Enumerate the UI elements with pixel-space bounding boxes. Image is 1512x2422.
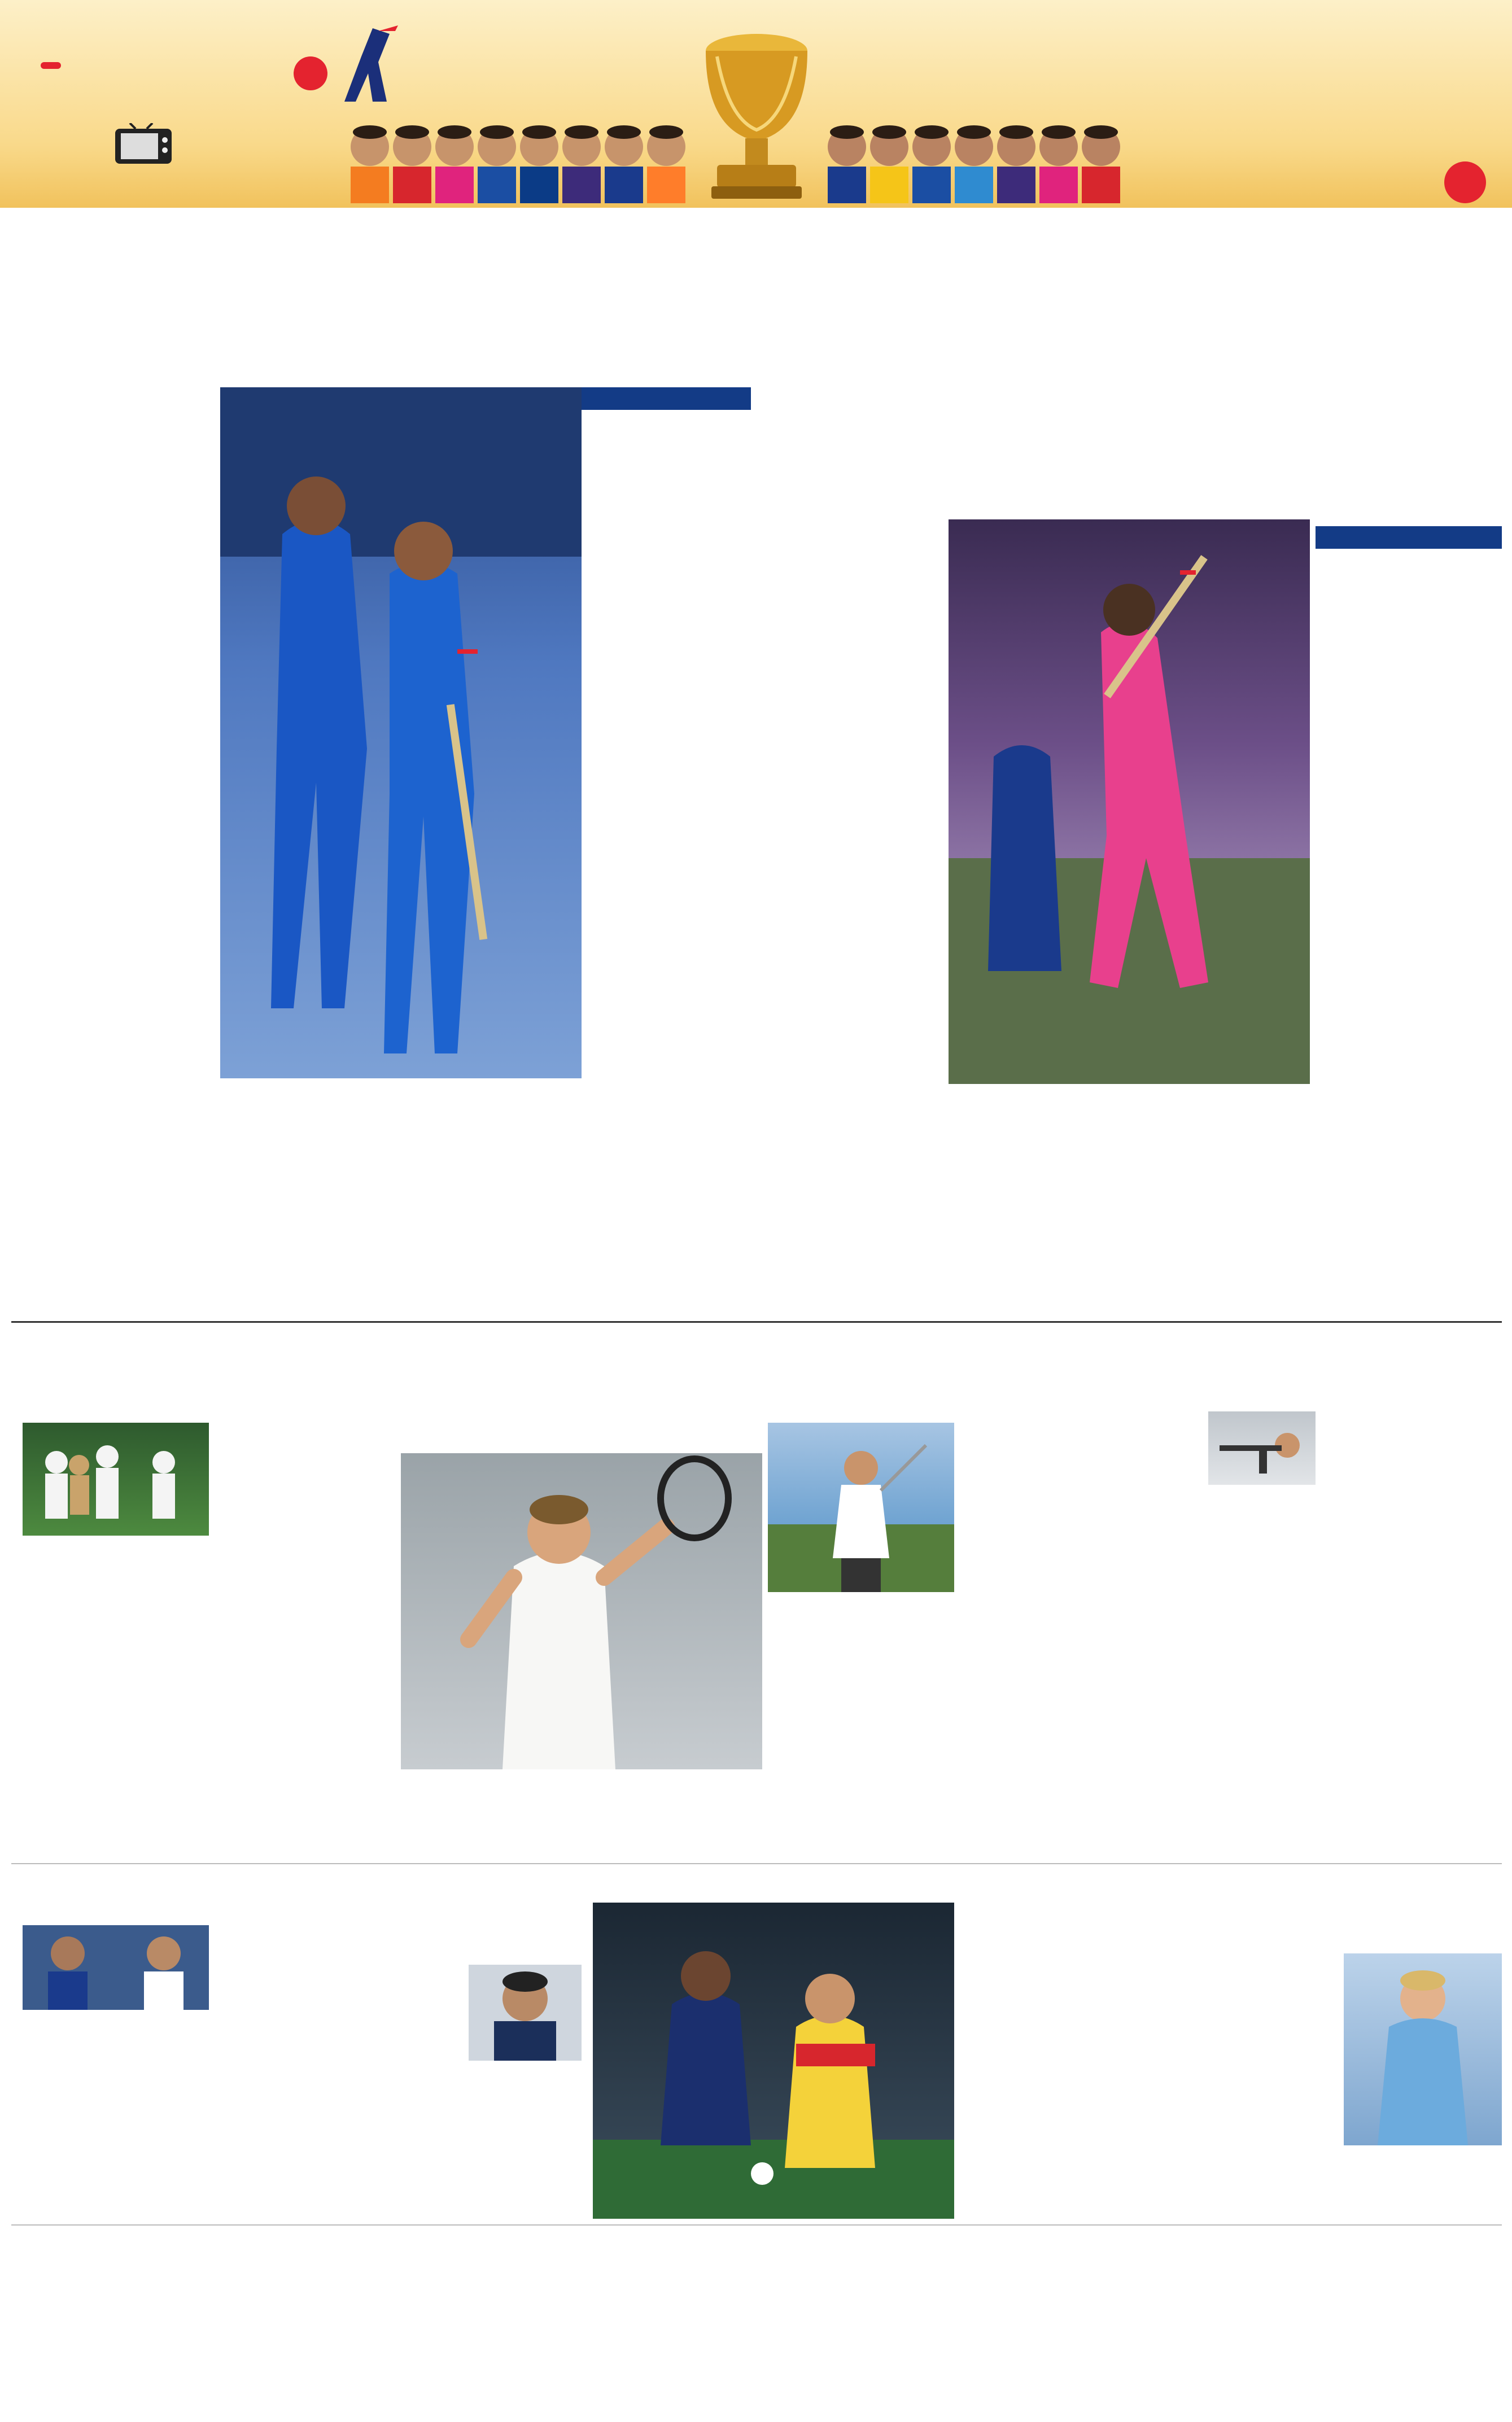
ipl-logo	[339, 23, 542, 113]
rr-photo	[949, 519, 1310, 1084]
masthead	[0, 0, 1512, 208]
divider	[11, 2224, 1502, 2226]
rr-col1	[762, 574, 943, 1313]
scoreboard-gt-rr	[1316, 526, 1502, 1317]
real-madrid-photo	[23, 1423, 209, 1536]
divider	[11, 1863, 1502, 1864]
golf-photo	[768, 1423, 954, 1592]
ipl-batsman-icon	[339, 23, 401, 107]
haaland-body	[1163, 1953, 1338, 2416]
tennis-col2	[401, 1773, 582, 1857]
tennis-col3	[587, 1773, 768, 1857]
lead-col3	[407, 1084, 576, 1310]
ranji-col1	[215, 2016, 395, 2422]
lead-player-name	[457, 649, 478, 654]
tennis-photo	[401, 1453, 762, 1769]
kaif-body	[23, 2016, 209, 2298]
mbappe-photo	[593, 1903, 954, 2219]
ipl-trophy-icon	[694, 17, 819, 203]
rr-col2	[949, 1090, 1124, 1315]
ipl-tag	[41, 62, 61, 69]
lead-col1	[23, 435, 215, 1417]
rr-col3	[1129, 1090, 1310, 1315]
lead-photo	[220, 387, 582, 1078]
kaif-photo	[23, 1925, 209, 2010]
lead-col2	[220, 1084, 401, 1310]
haaland-photo	[1344, 1953, 1502, 2145]
babar-body	[1321, 1428, 1502, 1857]
scoreboard-title	[1316, 526, 1502, 549]
shooting-photo	[1208, 1411, 1316, 1485]
sports-brief-tag	[23, 1331, 203, 1357]
scoreboard-title	[582, 387, 751, 410]
rr-player-name	[1180, 570, 1196, 575]
lead-col4	[582, 1107, 751, 1315]
tennis-col1	[215, 1502, 395, 1852]
ranji-col2	[401, 2066, 587, 2422]
shooting-col1	[960, 1490, 1135, 1857]
player-faces-left	[347, 113, 692, 203]
shooting-col2	[1140, 1490, 1316, 1857]
jay-shah-photo	[469, 1965, 582, 2061]
sports-brief-body	[23, 1541, 209, 1857]
player-faces-right	[824, 113, 1140, 203]
tv-icon	[113, 123, 175, 168]
golf-body	[768, 1598, 954, 1857]
scoreboard-mi-kkr	[582, 387, 751, 1099]
divider	[11, 1321, 1502, 1323]
page-number	[1444, 161, 1486, 203]
mbappe-body	[960, 1903, 1152, 2411]
vs-badge	[294, 56, 327, 90]
